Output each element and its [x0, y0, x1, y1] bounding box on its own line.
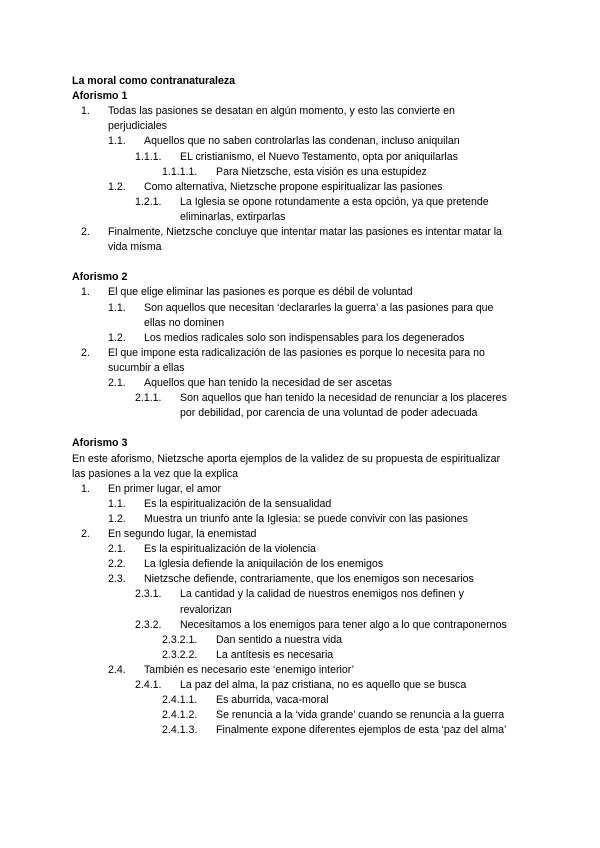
section-heading-text: Aforismo 2: [72, 271, 128, 284]
list-item-text: ellas no dominen: [144, 316, 225, 329]
list-item-text: Es la espiritualización de la sensualidad: [144, 497, 332, 510]
list-item-number: 1.: [81, 105, 90, 118]
list-item-number: 2.4.1.3.: [162, 724, 198, 737]
list-item-number: 2.2.: [108, 558, 126, 571]
list-item-number: 2.3.1.: [135, 588, 162, 601]
list-item-number: 2.: [81, 226, 90, 238]
list-item-text: revalorizan: [180, 603, 232, 616]
list-item-number: 1.2.1.: [135, 195, 162, 208]
list-item-number: 1.1.: [108, 497, 126, 510]
list-item-text: En segundo lugar, la enemistad: [108, 528, 257, 540]
list-item-number: 1.: [81, 286, 90, 299]
list-item-text: Se renuncia a la ‘vida grande’ cuando se renuncia a la guerra: [216, 709, 505, 722]
list-item-number: 1.2.: [108, 331, 126, 344]
section-heading: [72, 89, 127, 104]
list-item-number: 2.1.1.: [135, 392, 162, 405]
list-item-number: 2.3.2.: [135, 618, 162, 631]
list-item-text: Los medios radicales solo son indispensables para los degenerados: [144, 331, 465, 344]
list-item-text: Finalmente, Nietzsche concluye que intentar matar las pasiones es intentar matar la: [108, 226, 502, 238]
list-item-text: Aquellos que no saben controlarlas las condenan, incluso aniquilan: [144, 135, 460, 148]
section-intro-line: En este aforismo, Nietzsche aporta ejemplos de la validez de su propuesta de espiritualizar: [72, 452, 501, 465]
document-title-text: La moral como contranaturaleza: [72, 75, 236, 87]
list-item-text: En primer lugar, el amor: [108, 482, 222, 495]
list-item-number: 2.1.: [108, 543, 126, 556]
section-heading: [72, 270, 127, 285]
list-item-text: sucumbir a ellas: [108, 361, 185, 374]
list-item-number: 2.1.: [108, 377, 126, 389]
list-item-number: 2.4.: [108, 663, 126, 676]
list-item-number: 2.: [81, 528, 90, 540]
list-item-number: 1.1.: [108, 135, 126, 148]
list-item-text: La Iglesia defiende la aniquilación de los enemigos: [144, 558, 384, 571]
list-item-text: EL cristianismo, el Nuevo Testamento, opta por aniquilarlas: [180, 150, 458, 163]
list-item-number: 1.1.1.: [135, 150, 162, 163]
list-item-text: El que impone esta radicalización de las pasiones es porque lo necesita para no: [108, 346, 485, 359]
list-item-number: 2.3.2.2.: [162, 648, 198, 661]
section-heading: [72, 436, 127, 451]
section-intro-line: las pasiones a la vez que la explica: [72, 467, 239, 480]
list-item-number: 1.1.: [108, 301, 126, 314]
list-item-text: Como alternativa, Nietzsche propone espiritualizar las pasiones: [144, 180, 443, 193]
list-item-text: Dan sentido a nuestra vida: [216, 633, 343, 646]
list-item-number: 2.3.2.1.: [162, 633, 198, 646]
list-item-text: Son aquellos que han tenido la necesidad de renunciar a los placeres: [180, 392, 507, 405]
list-item-number: 2.4.1.2.: [162, 709, 198, 722]
list-item-text: vida misma: [108, 241, 162, 254]
list-item-text: La paz del alma, la paz cristiana, no es aquello que se busca: [180, 679, 467, 691]
list-item-text: Todas las pasiones se desatan en algún momento, y esto las convierte en: [108, 105, 455, 118]
list-item-text: Para Nietzsche, esta visión es una estupidez: [216, 165, 427, 178]
list-item-text: Finalmente expone diferentes ejemplos de esta ‘paz del alma’: [216, 724, 507, 737]
section-heading-text: Aforismo 3: [72, 437, 128, 450]
list-item-text: Muestra un triunfo ante la Iglesia: se puede convivir con las pasiones: [144, 512, 468, 525]
list-item-number: 2.3.: [108, 573, 126, 586]
list-item-number: 2.4.1.: [135, 679, 162, 691]
list-item-number: 1.2.: [108, 180, 126, 193]
list-item-text: por debilidad, por carencia de una voluntad de poder adecuada: [180, 407, 478, 420]
list-item-number: 2.: [81, 346, 90, 359]
document-title: [72, 74, 235, 89]
list-item-text: Nietzsche defiende, contrariamente, que los enemigos son necesarios: [144, 573, 474, 586]
list-item-number: 1.1.1.1.: [162, 165, 198, 178]
list-item-text: Es aburrida, vaca-moral: [216, 694, 329, 707]
list-item-number: 1.: [81, 482, 90, 495]
list-item-text: La Iglesia se opone rotundamente a esta opción, ya que pretende: [180, 195, 489, 208]
list-item-text: La cantidad y la calidad de nuestros enemigos nos definen y: [180, 588, 464, 601]
list-item-text: También es necesario este ‘enemigo interior’: [144, 663, 355, 676]
list-item-text: eliminarlas, extirparlas: [180, 210, 286, 223]
list-item-text: Son aquellos que necesitan ‘declararles la guerra’ a las pasiones para que: [144, 301, 494, 314]
list-item-text: Necesitamos a los enemigos para tener algo a lo que contraponernos: [180, 618, 507, 631]
list-item-text: Aquellos que han tenido la necesidad de ser ascetas: [144, 377, 392, 389]
list-item-text: El que elige eliminar las pasiones es porque es débil de voluntad: [108, 286, 413, 299]
list-item-number: 1.2.: [108, 512, 126, 525]
list-item-number: 2.4.1.1.: [162, 694, 198, 707]
section-heading-text: Aforismo 1: [72, 90, 128, 103]
list-item-text: Es la espiritualización de la violencia: [144, 543, 316, 556]
list-item-text: La antítesis es necesaria: [216, 648, 334, 661]
list-item-text: perjudiciales: [108, 120, 167, 133]
